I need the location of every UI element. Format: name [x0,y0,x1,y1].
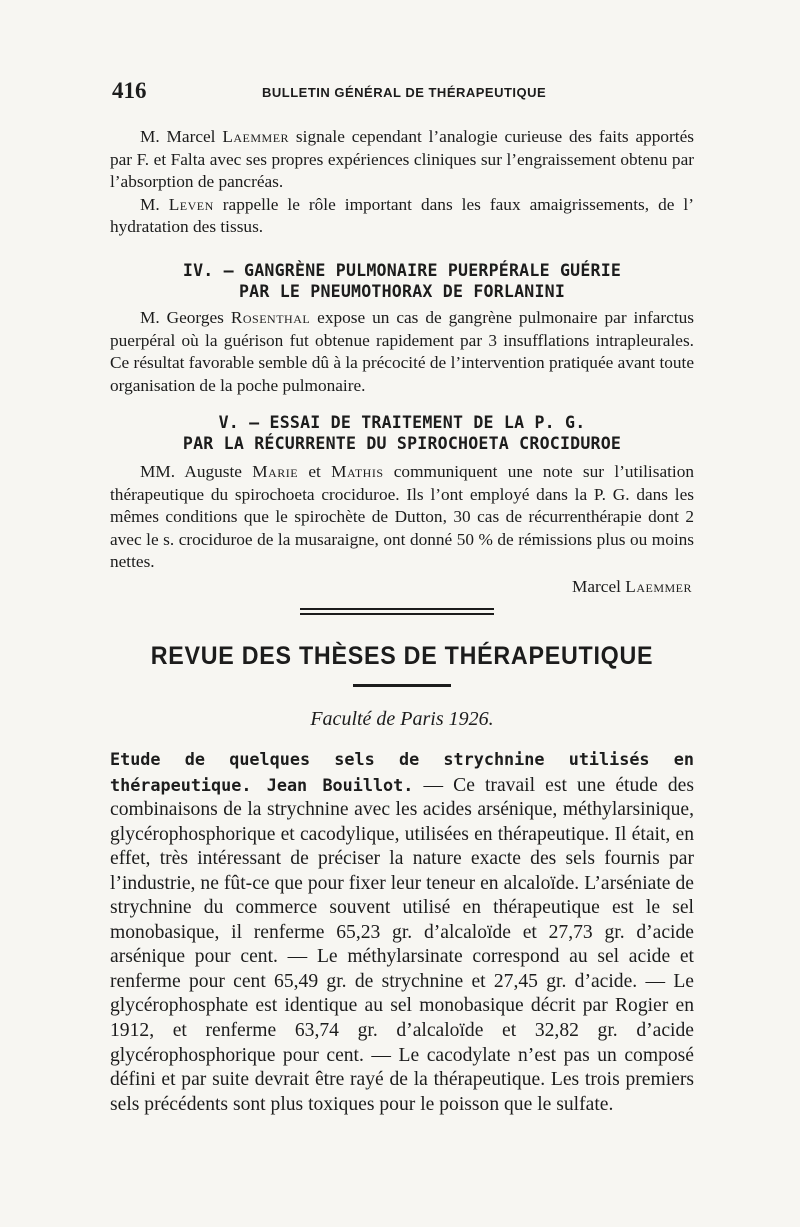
thesis-body: — Ce travail est une étude des combinaisons de la strychnine avec les acides arsénique, méthylarsinique, glycérophosphorique et cacodylique, utilisées en thérapeutique. Il était, en effet, très intéressant de préciser la nature exacte des sels fournis par l’industrie, ne fût-ce que pour fixer leur teneur en alcaloïde. L’arséniate de strychnine du commerce souvent utilisé en thérapeutique est le sel monobasique, il renferme 65,23 gr. d’alcaloïde et 27,73 gr. d’acide arsénique pour cent. — Le méthylarsinate correspond au sel acide et renferme pour cent 65,49 gr. de strychnine et 27,45 gr. d’acide. — Le glycérophosphate est identique au sel monobasique décrit par Rogier en 1912, et renferme 63,74 gr. d’alcaloïde et 32,82 gr. d’acide glycérophosphorique pour cent. — Le cacodylate n’est pas un composé défini et par suite devrait être rayé de la thérapeutique. Les trois premiers sels précédents sont plus toxiques pour le poisson que le sulfate. [110,774,694,1115]
running-head: BULLETIN GÉNÉRAL DE THÉRAPEUTIQUE [262,85,547,100]
paragraph-laemmer [110,126,694,239]
section-heading-iv: IV. — GANGRÈNE PULMONAIRE PUERPÉRALE GUÉRIE PAR LE PNEUMOTHORAX DE FORLANINI [182,261,622,301]
paragraph-text: signale cependant l’analogie curieuse des faits apportés par F. et Falta avec ses propres expériences cliniques sur l’engraissement obtenu par l’absorption de pancréas. [110,127,695,192]
paragraph-text: MM. Auguste [140,462,253,481]
revue-title: REVUE DES THÈSES DE THÉRAPEUTIQUE [150,642,654,670]
paragraph-text: communiquent une note sur l’utilisation thérapeutique du spirochoeta crociduroe. Ils l’ont employé dans la P. G. dans les mêmes conditions que le spirochète de Dutton, 30 cas de récurrenthérapie dont 2 avec le s. crociduroe de la musaraigne, ont donné 50 % de rémissions plus ou moins nettes. [110,462,695,572]
author-name: Rosenthal [230,308,311,327]
thesis-title: Etude de quelques sels de strychnine utilisés en thérapeutique. Jean Bouillot. [110,749,694,795]
thesis-review [110,747,694,1117]
author-name: Laemmer [222,127,290,146]
author-name: Leven [168,194,214,214]
section-heading-v: V. — ESSAI DE TRAITEMENT DE LA P. G. PAR LA RÉCURRENTE DU SPIROCHOETA CROCIDUROE [182,413,622,453]
signature: Marcel Laemmer [572,577,692,596]
paragraph-rosenthal [110,307,694,397]
paragraph-text: M. Marcel [140,127,223,146]
faculty-subtitle: Faculté de Paris 1926. [310,708,494,730]
paragraph-text: M. Georges [140,308,231,327]
title-underline [353,684,451,687]
paragraph-text: rappelle le rôle important dans les faux amaigrissements, de l’ hydratation des tissus. [110,194,694,237]
author-name: Mathis [331,462,384,481]
page-number: 416 [112,78,147,103]
author-name: Marie [252,462,299,481]
paragraph-marie-mathis: MM. Auguste Marie et Mathis communiquent une note sur l’utilisation thérapeutique du spirochoeta crociduroe. Ils l’ont employé dans la P. G. dans les mêmes conditions que le spirochète de Dutton, 30 cas de récurrenthérapie dont 2 avec le s. crociduroe de la musaraigne, ont donné 50 % de rémissions plus ou moins nettes. [110,462,695,572]
paragraph-text: M. [140,194,169,214]
double-rule-divider [300,608,494,618]
paragraph-text: expose un cas de gangrène pulmonaire par infarctus puerpéral où la guérison fut obtenue rapidement par 3 insufflations intrapleurales. Ce résultat favorable semble dû à la précocité de l’intervention pratiquée avant toute organisation de la poche pulmonaire. [110,308,694,395]
page-header [112,78,692,108]
